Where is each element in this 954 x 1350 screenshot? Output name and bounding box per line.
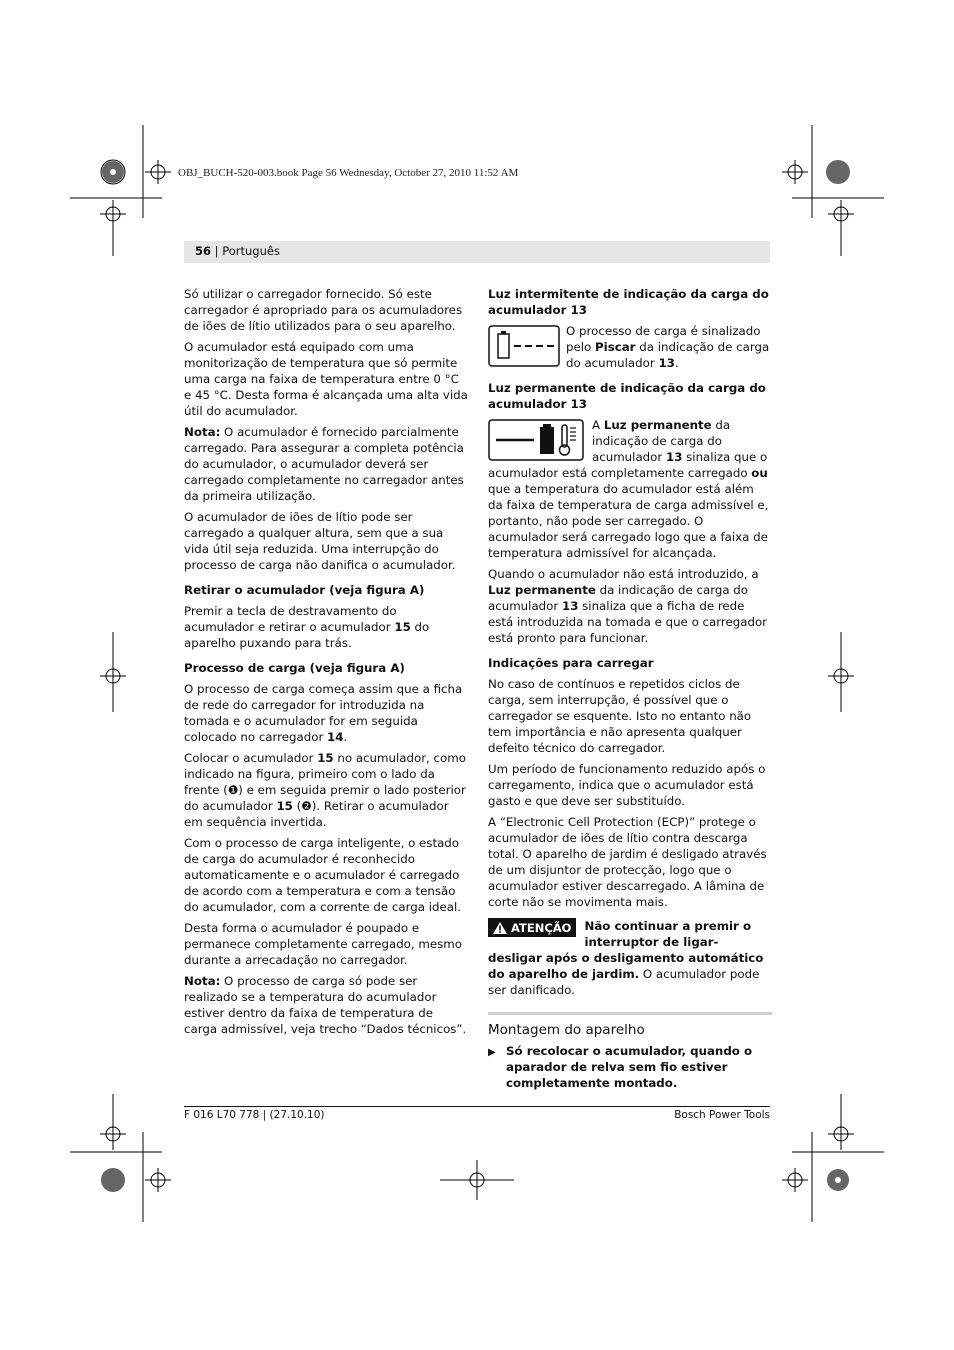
header-language: Português — [222, 244, 280, 258]
paragraph: A “Electronic Cell Protection (ECP)” protege o acumulador de iões de lítio contra descarga total. O aparelho de jardim é desligado através de um disjuntor de protecção, logo que o acumulador estiver descarregado. A lâmina de corte não se movimenta mais. — [488, 815, 767, 909]
header-separator: | — [211, 244, 223, 258]
circled-number: ❷ — [301, 799, 312, 813]
paragraph: O acumulador de iões de lítio pode ser carregado a qualquer altura, sem que a sua vida útil seja reduzida. Uma interrupção do processo de carga não danifica o acumulador. — [184, 510, 456, 572]
bullet-text: Só recolocar o acumulador, quando o aparador de relva sem fio estiver completamente montado. — [506, 1044, 753, 1090]
text: ). Retirar o acumulador em sequência invertida. — [184, 799, 449, 829]
right-column — [488, 286, 772, 1091]
warning-triangle-icon — [493, 922, 507, 934]
bold-text: Piscar — [595, 340, 636, 354]
paragraph: No caso de contínuos e repetidos ciclos de carga, sem interrupção, é possível que o carregador se esquente. Isto no entanto não tem importância e não apresenta qualquer defeito técnico do carregador. — [488, 677, 752, 755]
note-text: O processo de carga só pode ser realizado se a temperatura do acumulador estiver dentro da faixa de temperatura de carga admissível, veja trecho “Dados técnicos”. — [184, 974, 467, 1036]
bold-text: Luz permanente — [603, 418, 712, 432]
ref-number: 13 — [658, 356, 675, 370]
paragraph: Com o processo de carga inteligente, o estado de carga do acumulador é reconhecido automaticamente e o acumulador é carregado de acordo com a temperatura e com a tensão do acumulador, com a corrente de carga ideal. — [184, 836, 462, 914]
note-text: O acumulador é fornecido parcialmente carregado. Para assegurar a completa potência do acumulador, o acumulador deverá ser carregado completamente no carregador antes da primeira utilização. — [184, 425, 464, 503]
steady-description — [488, 417, 772, 561]
ref-number: 14 — [327, 730, 344, 744]
note-label: Nota: — [184, 425, 221, 439]
text: da indicação de carga do acumulador — [592, 418, 731, 464]
bold-text: Não continuar a premir o interruptor de ligar-desligar após o desligamento automático do aparelho de jardim. — [488, 919, 764, 981]
blinking-indicator-row — [488, 323, 772, 371]
heading-steady-light: Luz permanente de indicação da carga do acumulador 13 — [488, 381, 766, 411]
paragraph: Só utilizar o carregador fornecido. Só este carregador é apropriado para os acumuladores de iões de lítio utilizados para o seu aparelho. — [184, 287, 463, 333]
heading-assembly: Montagem do aparelho — [488, 1022, 645, 1038]
print-info-line: OBJ_BUCH-520-003.book Page 56 Wednesday, October 27, 2010 11:52 AM — [178, 167, 519, 179]
ref-number: 15 — [394, 620, 411, 634]
left-column — [184, 286, 468, 1042]
note-label: Nota: — [184, 974, 221, 988]
ref-number: 13 — [665, 450, 683, 464]
text: Quando o acumulador não está introduzido, a — [488, 567, 759, 581]
heading-charging-process: Processo de carga (veja figura A) — [184, 661, 405, 675]
text: que a temperatura do acumulador está além da faixa de temperatura de carga admissível e, portanto, não pode ser carregado. O acumulador será carregado logo que a faixa de temperatura admissível for alcançada. — [488, 482, 769, 560]
text: Colocar o acumulador — [184, 751, 318, 765]
assembly-section — [488, 1012, 772, 1091]
bold-text: Luz permanente — [488, 583, 596, 597]
paragraph — [184, 424, 468, 504]
heading-charging-tips: Indicações para carregar — [488, 656, 654, 670]
paragraph — [184, 973, 468, 1037]
text: do aparelho puxando para trás. — [184, 620, 430, 650]
text: O processo de carga é sinalizado pelo — [566, 324, 761, 354]
paragraph — [184, 681, 468, 745]
paragraph: O acumulador está equipado com uma monitorização de temperatura que só permite uma carga na faixa de temperatura entre 0 °C e 45 °C. Desta forma é alcançada uma alta vida útil do acumulador. — [184, 340, 468, 418]
text: ( — [292, 799, 302, 813]
text: sinaliza que a ficha de rede está introduzida na tomada e que o carregador está pronto para funcionar. — [488, 599, 768, 645]
bullet-arrow-icon: ▶ — [488, 1047, 496, 1058]
text: da indicação de carga do acumulador — [488, 583, 749, 613]
battery-blinking-icon — [488, 325, 560, 367]
text: sinaliza que o acumulador está completamente carregado — [488, 450, 768, 480]
text: Premir a tecla de destravamento do acumulador e retirar o acumulador — [184, 604, 397, 634]
footer-doc-number: F 016 L70 778 | (27.10.10) — [184, 1109, 325, 1121]
circled-number: ❶ — [227, 783, 239, 797]
text: A — [592, 418, 604, 432]
text: . — [343, 730, 348, 744]
warning-label: ATENÇÃO — [511, 920, 572, 935]
footer-brand: Bosch Power Tools — [674, 1109, 770, 1121]
text: no acumulador, como indicado na figura, primeiro com o lado da frente ( — [184, 751, 466, 797]
text: ) e em seguida premir o lado posterior do acumulador — [184, 783, 466, 813]
heading-blinking-light: Luz intermitente de indicação da carga do acumulador 13 — [488, 287, 769, 317]
footer-rule — [184, 1106, 770, 1107]
blinking-description — [566, 323, 772, 371]
paragraph — [184, 750, 468, 830]
paragraph — [488, 566, 772, 646]
text: O acumulador pode ser danificado. — [488, 967, 760, 997]
page-number: 56 — [195, 244, 212, 258]
text: da indicação de carga do acumulador — [566, 340, 770, 370]
bullet-item — [488, 1043, 772, 1091]
battery-steady-thermometer-icon — [488, 419, 584, 461]
bold-text: ou — [751, 466, 768, 480]
heading-remove-battery: Retirar o acumulador (veja figura A) — [184, 583, 425, 597]
warning-badge — [488, 918, 576, 937]
warning-block — [488, 918, 772, 998]
paragraph — [184, 603, 468, 651]
paragraph: Um período de funcionamento reduzido após o carregamento, indica que o acumulador está gasto e que deve ser substituído. — [488, 762, 766, 808]
ref-number: 13 — [561, 599, 579, 613]
text: O processo de carga começa assim que a ficha de rede do carregador for introduzida na tomada e o acumulador for em seguida colocado no carregador — [184, 682, 463, 744]
paragraph: Desta forma o acumulador é poupado e permanece completamente carregado, mesmo durante a arrecadação no carregador. — [184, 921, 463, 967]
text: . — [674, 356, 679, 370]
ref-number: 15 — [276, 799, 293, 813]
ref-number: 15 — [317, 751, 334, 765]
page-header — [195, 244, 280, 258]
